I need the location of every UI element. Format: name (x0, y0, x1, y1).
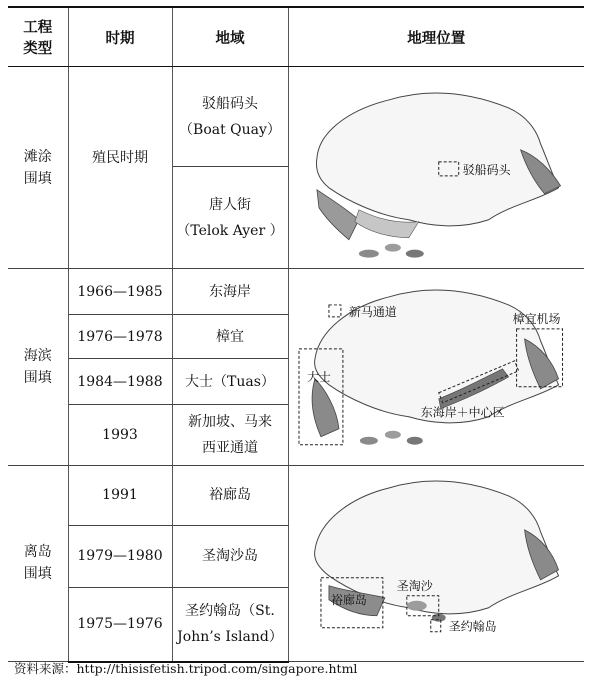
header-location: 地理位置 (288, 7, 584, 67)
period-cell: 1976—1978 (68, 315, 172, 359)
region-cell: 樟宜 (172, 315, 288, 359)
group-type-cell: 离岛 围填 (8, 465, 68, 662)
group-type-cell: 海滨 围填 (8, 269, 68, 466)
period-cell: 1979—1980 (68, 525, 172, 587)
region-cell: 圣淘沙岛 (172, 525, 288, 587)
region-cell: 裕廊岛 (172, 465, 288, 525)
region-cell: 圣约翰岛（St. John’s Island） (172, 588, 288, 662)
map-cell-tidal (288, 67, 584, 269)
region-cell: 大士（Tuas） (172, 359, 288, 405)
table-row (8, 269, 584, 315)
map-label-changi: 樟宜机场 (512, 311, 561, 326)
region-cell: 唐人街 （Telok Ayer ） (172, 167, 288, 269)
period-cell: 1991 (68, 465, 172, 525)
map-label-sentosa: 圣淘沙 (396, 578, 433, 593)
map-label-jurong: 裕廊岛 (330, 592, 367, 607)
map-cell-offshore (288, 465, 584, 662)
region-cell: 驳船码头 （Boat Quay） (172, 67, 288, 167)
table-row (8, 67, 584, 167)
map-label-causeway: 新马通道 (348, 304, 397, 319)
table-header-row (8, 7, 584, 67)
map-cell-coastal (288, 269, 584, 466)
reclamation-table (8, 6, 584, 663)
map-label-st-johns: 圣约翰岛 (448, 619, 497, 634)
causeway-box (328, 305, 340, 317)
period-cell: 1993 (68, 405, 172, 465)
period-cell: 殖民时期 (68, 67, 172, 269)
region-cell: 东海岸 (172, 269, 288, 315)
source-note: 资料来源：http://thisisfetish.tripod.com/singapore.html (14, 661, 358, 676)
group-type-cell: 滩涂 围填 (8, 67, 68, 269)
map-label-tuas: 大士 (306, 369, 331, 384)
header-period: 时期 (68, 7, 172, 67)
map-label-east-coast: 东海岸＋中心区 (420, 405, 505, 420)
period-cell: 1966—1985 (68, 269, 172, 315)
map-label-boat-quay: 驳船码头 (462, 162, 511, 177)
table-row (8, 465, 584, 525)
singapore-map-coastal (289, 269, 585, 465)
header-region: 地域 (172, 7, 288, 67)
singapore-map-offshore (289, 466, 585, 662)
region-cell: 新加坡、马来 西亚通道 (172, 405, 288, 465)
period-cell: 1975—1976 (68, 588, 172, 662)
header-project-type: 工程 类型 (8, 7, 68, 67)
singapore-map-tidal (289, 70, 585, 266)
period-cell: 1984—1988 (68, 359, 172, 405)
